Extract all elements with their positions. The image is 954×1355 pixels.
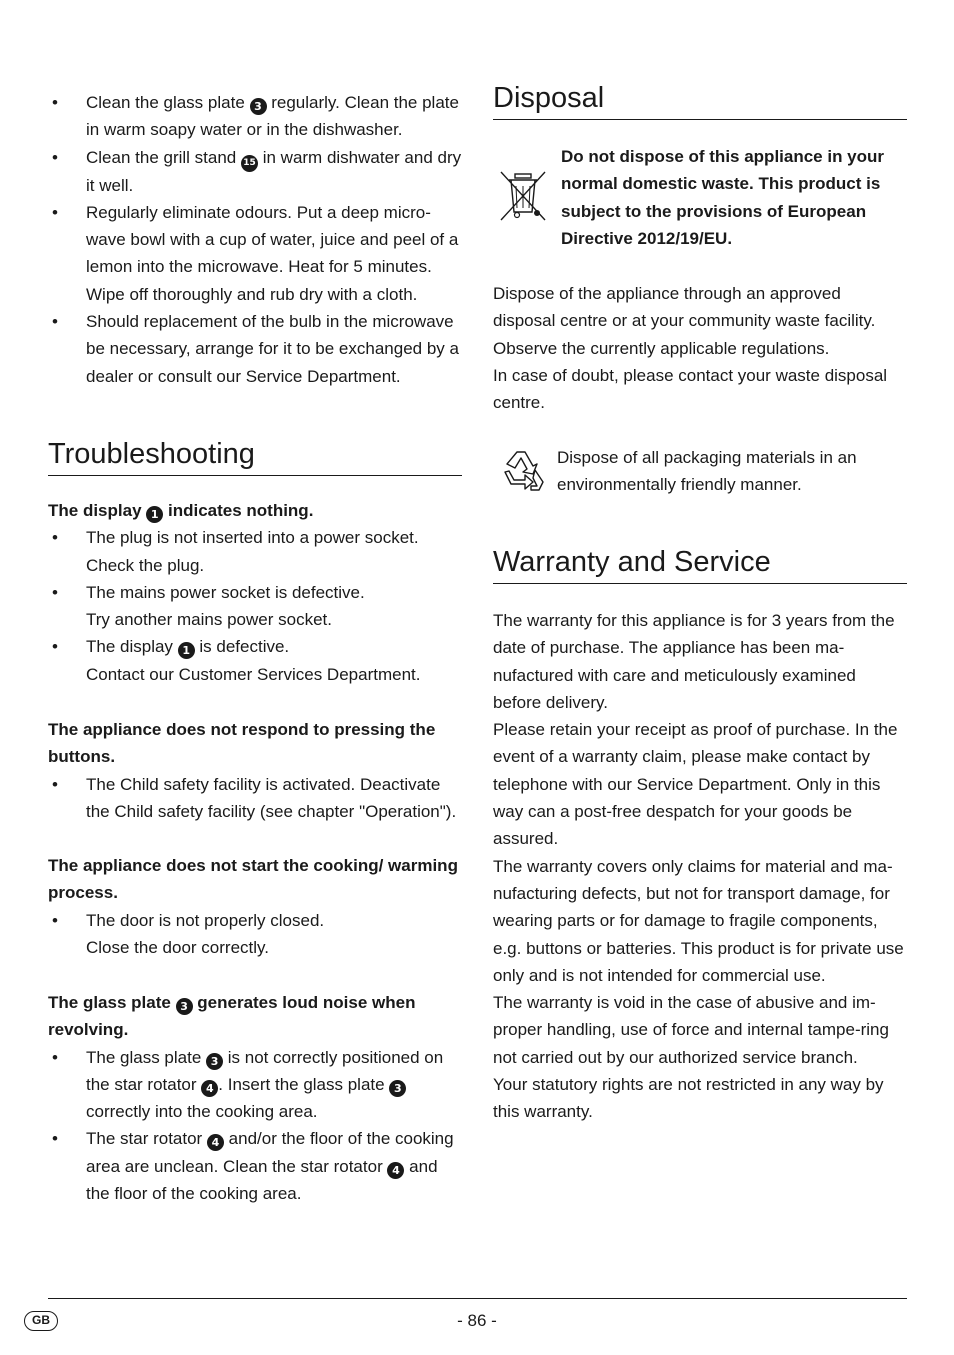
- paragraph: Please retain your receipt as proof of purchase. In the event of a warranty claim, please make contact by telephone with our Service Department. Only in this way can a post-free despatch for your goods be assured.: [493, 720, 898, 849]
- section-subheading: The appliance does not respond to pressing the buttons.: [48, 720, 436, 767]
- list-item: • Should replacement of the bulb in the microwave be necessary, arrange for it to be exchanged by a dealer or consult our Service Department.: [48, 308, 462, 390]
- ref-number: 4: [387, 1162, 404, 1179]
- paragraph: In case of doubt, please contact your waste disposal centre.: [493, 365, 888, 413]
- troubleshooting-section-2: [48, 716, 462, 825]
- list-item: • The plug is not inserted into a power socket. Check the plug.: [48, 524, 462, 579]
- list-item: • The star rotator 4 and/or the floor of the cooking area are unclean. Clean the star rotator 4 and the floor of the cooking area.: [48, 1125, 462, 1207]
- ref-number: 4: [201, 1080, 218, 1097]
- cause-list: [48, 524, 462, 688]
- list-item: • Clean the glass plate 3 regularly. Clean the plate in warm soapy water or in the dishwasher.: [48, 89, 462, 144]
- disposal-heading: Disposal: [493, 79, 907, 120]
- troubleshooting-section-4: [48, 989, 462, 1207]
- recycle-icon: [495, 444, 551, 500]
- list-item: • Regularly eliminate odours. Put a deep micro-wave bowl with a cup of water, juice and peel of a lemon into the microwave. Heat for 5 minutes. Wipe off thoroughly and rub dry with a cloth.: [48, 199, 462, 308]
- packaging-note: Dispose of all packaging materials in an environmentally friendly manner.: [557, 448, 857, 495]
- section-subheading: The display 1 indicates nothing.: [48, 501, 314, 521]
- paragraph: The warranty for this appliance is for 3 years from the date of purchase. The appliance has been ma-nufactured with care and meticulously examined before delivery.: [493, 611, 895, 712]
- paragraph: Observe the currently applicable regulations.: [493, 338, 830, 358]
- list-item: • Clean the grill stand 15 in warm dishwater and dry it well.: [48, 144, 462, 199]
- troubleshooting-heading: Troubleshooting: [48, 435, 462, 476]
- crossed-out-bin-icon: [497, 168, 549, 224]
- warranty-heading: Warranty and Service: [493, 543, 907, 584]
- paragraph: Dispose of the appliance through an approved disposal centre or at your community waste facility.: [493, 284, 876, 331]
- ref-number: 3: [250, 98, 267, 115]
- cleaning-list: [48, 89, 462, 390]
- paragraph: The warranty is void in the case of abusive and im-proper handling, use of force and internal tampe-ring not carried out by our authorized service branch.: [493, 993, 889, 1067]
- ref-number: 1: [146, 506, 163, 523]
- troubleshooting-section-1: [48, 497, 462, 688]
- ref-number: 3: [389, 1080, 406, 1097]
- cause-list: [48, 907, 462, 962]
- section-subheading: The appliance does not start the cooking/ warming process.: [48, 856, 458, 903]
- paragraph: The warranty covers only claims for material and ma-nufacturing defects, but not for transport damage, for wearing parts or for damage to fragile components, e.g. buttons or batteries. This product is for private use only and is not intended for commercial use.: [493, 856, 904, 985]
- list-item: • The door is not properly closed. Close the door correctly.: [48, 907, 462, 962]
- disposal-body: [493, 280, 907, 416]
- ref-number: 3: [176, 998, 193, 1015]
- warranty-body: [493, 607, 907, 1126]
- ref-number: 1: [178, 642, 195, 659]
- list-item: • The Child safety facility is activated. Deactivate the Child safety facility (see chapter "Operation").: [48, 771, 462, 826]
- language-badge: GB: [24, 1311, 58, 1331]
- troubleshooting-section-3: [48, 852, 462, 961]
- ref-number: 15: [241, 155, 258, 172]
- page-number: - 86 -: [457, 1311, 497, 1330]
- ref-number: 3: [206, 1053, 223, 1070]
- footer-divider: [48, 1298, 907, 1299]
- list-item: • The glass plate 3 is not correctly positioned on the star rotator 4 . Insert the glass plate 3 correctly into the cooking area.: [48, 1044, 462, 1126]
- cause-list: [48, 771, 462, 826]
- section-subheading: The glass plate 3 generates loud noise when revolving.: [48, 993, 416, 1040]
- paragraph: Your statutory rights are not restricted in any way by this warranty.: [493, 1075, 884, 1122]
- ref-number: 4: [207, 1134, 224, 1151]
- cause-list: [48, 1044, 462, 1208]
- disposal-notice: Do not dispose of this appliance in your normal domestic waste. This product is subject to the provisions of European Directive 2012/19/EU.: [561, 147, 885, 248]
- list-item: • The mains power socket is defective. Try another mains power socket.: [48, 579, 462, 634]
- list-item: • The display 1 is defective. Contact our Customer Services Department.: [48, 633, 462, 688]
